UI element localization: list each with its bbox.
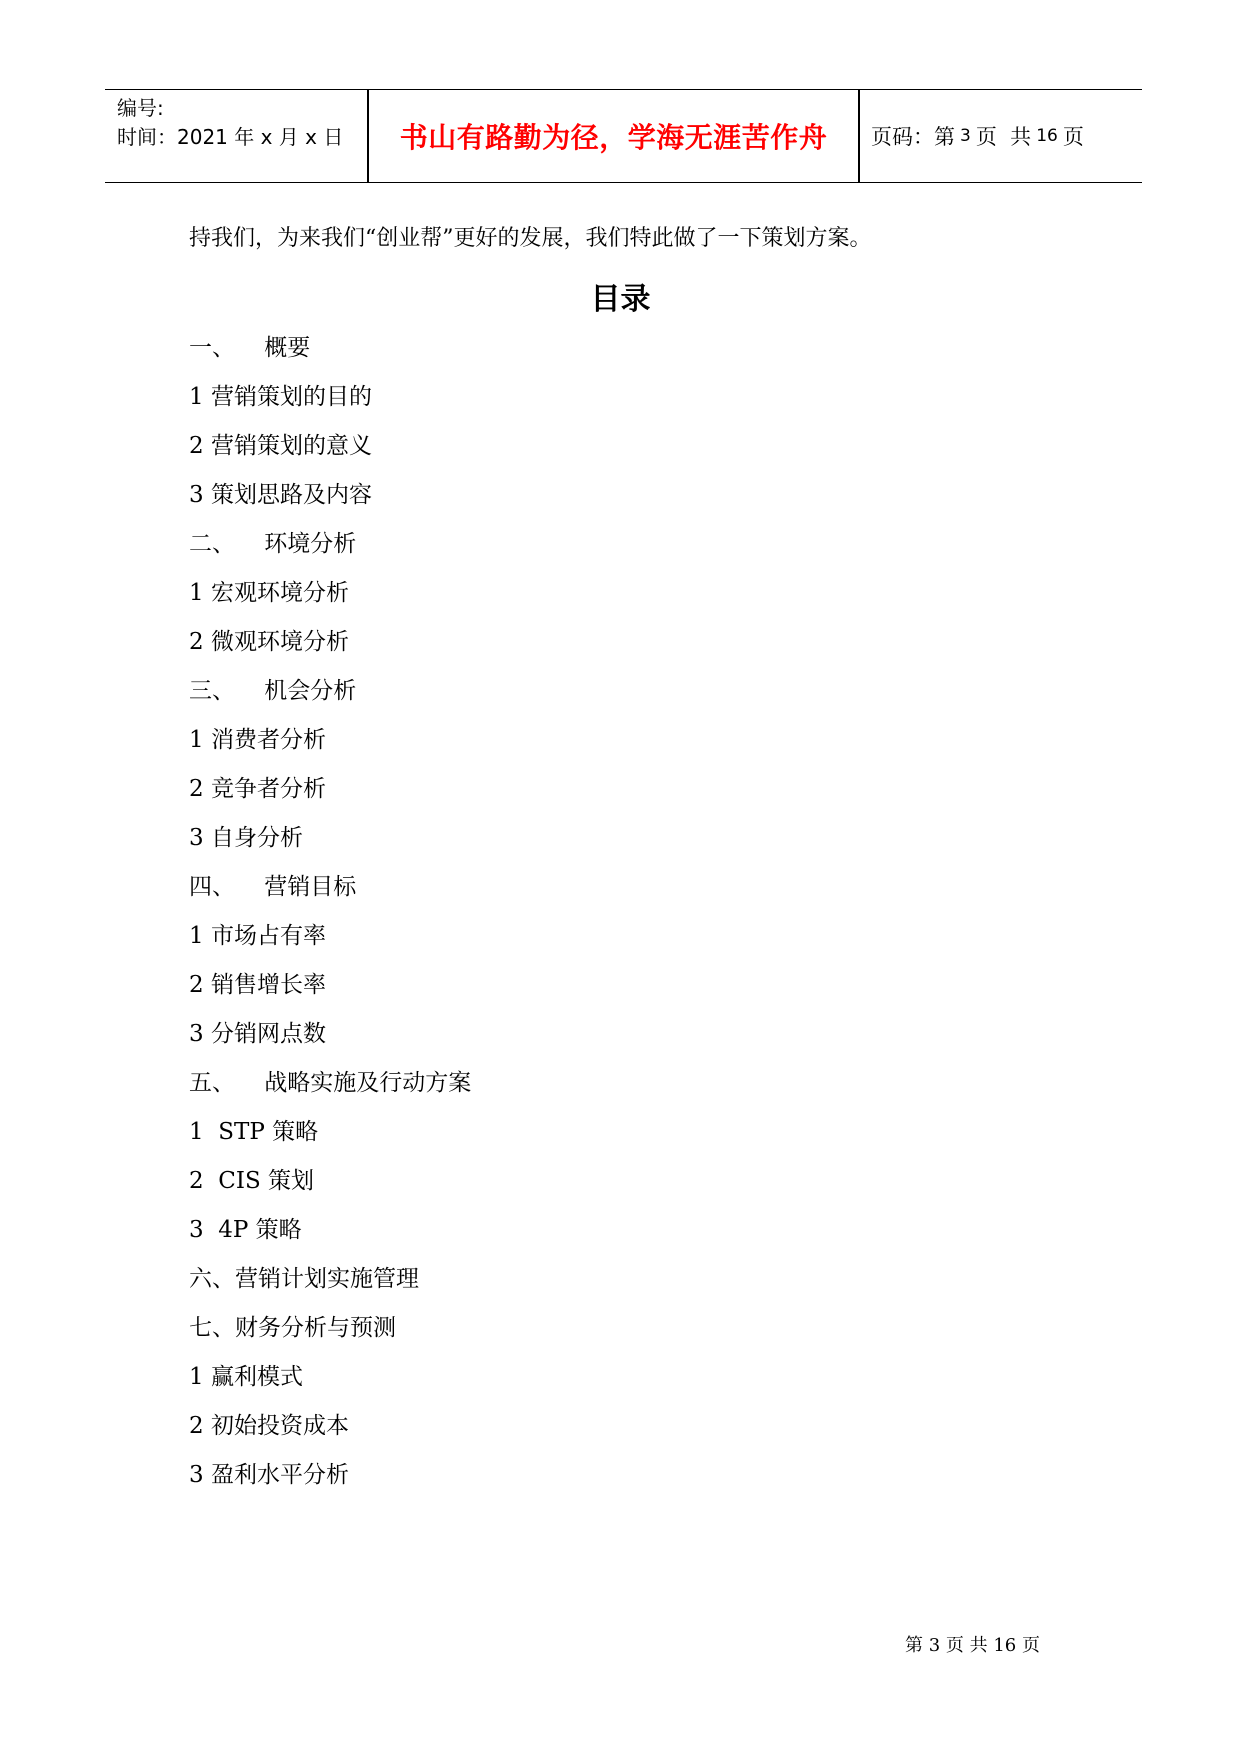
toc-item: 1 STP 策略 xyxy=(189,1119,319,1145)
toc-item: 七、财务分析与预测 xyxy=(189,1315,396,1341)
toc-item: 3 分销网点数 xyxy=(189,1021,326,1047)
page-suffix: 页 xyxy=(1062,125,1084,149)
page-current: 3 xyxy=(960,126,971,146)
toc-item: 1 宏观环境分析 xyxy=(189,580,349,606)
header-page-indicator xyxy=(871,90,1084,182)
header-meta xyxy=(117,94,367,152)
toc-item: 1 市场占有率 xyxy=(189,923,326,949)
toc-item: 三、 机会分析 xyxy=(189,678,357,704)
toc-item: 四、 营销目标 xyxy=(189,874,357,900)
toc-item: 1 消费者分析 xyxy=(189,727,326,753)
page-total: 16 xyxy=(1036,126,1058,146)
intro-paragraph: 持我们，为来我们“创业帮”更好的发展，我们特此做了一下策划方案。 xyxy=(189,226,872,251)
toc-item: 2 CIS 策划 xyxy=(189,1168,315,1194)
toc-item: 1 赢利模式 xyxy=(189,1364,303,1390)
toc-item: 1 营销策划的目的 xyxy=(189,384,372,410)
toc-item: 2 初始投资成本 xyxy=(189,1413,349,1439)
toc-item: 3 盈利水平分析 xyxy=(189,1462,349,1488)
page-prefix: 页码：第 xyxy=(871,125,955,149)
toc-item: 3 策划思路及内容 xyxy=(189,482,372,508)
toc-item: 五、 战略实施及行动方案 xyxy=(189,1070,472,1096)
time-label: 时间：2021 年 x 月 x 日 xyxy=(117,125,344,149)
number-label: 编号: xyxy=(117,96,164,120)
toc-item: 3 4P 策略 xyxy=(189,1217,302,1243)
toc-item: 3 自身分析 xyxy=(189,825,303,851)
toc-title: 目录 xyxy=(590,282,651,317)
toc-item: 一、 概要 xyxy=(189,335,311,361)
toc-item: 2 营销策划的意义 xyxy=(189,433,372,459)
page-mid: 页 共 xyxy=(975,125,1032,149)
table-of-contents xyxy=(189,332,471,1508)
document-header xyxy=(105,89,1142,183)
toc-item: 二、 环境分析 xyxy=(189,531,357,557)
page-footer: 第 3 页 共 16 页 xyxy=(905,1635,1040,1656)
toc-item: 2 销售增长率 xyxy=(189,972,326,998)
toc-item: 2 竞争者分析 xyxy=(189,776,326,802)
header-motto: 书山有路勤为径，学海无涯苦作舟 xyxy=(399,121,828,154)
toc-item: 2 微观环境分析 xyxy=(189,629,349,655)
header-divider xyxy=(858,90,860,182)
toc-item: 六、营销计划实施管理 xyxy=(189,1266,419,1292)
